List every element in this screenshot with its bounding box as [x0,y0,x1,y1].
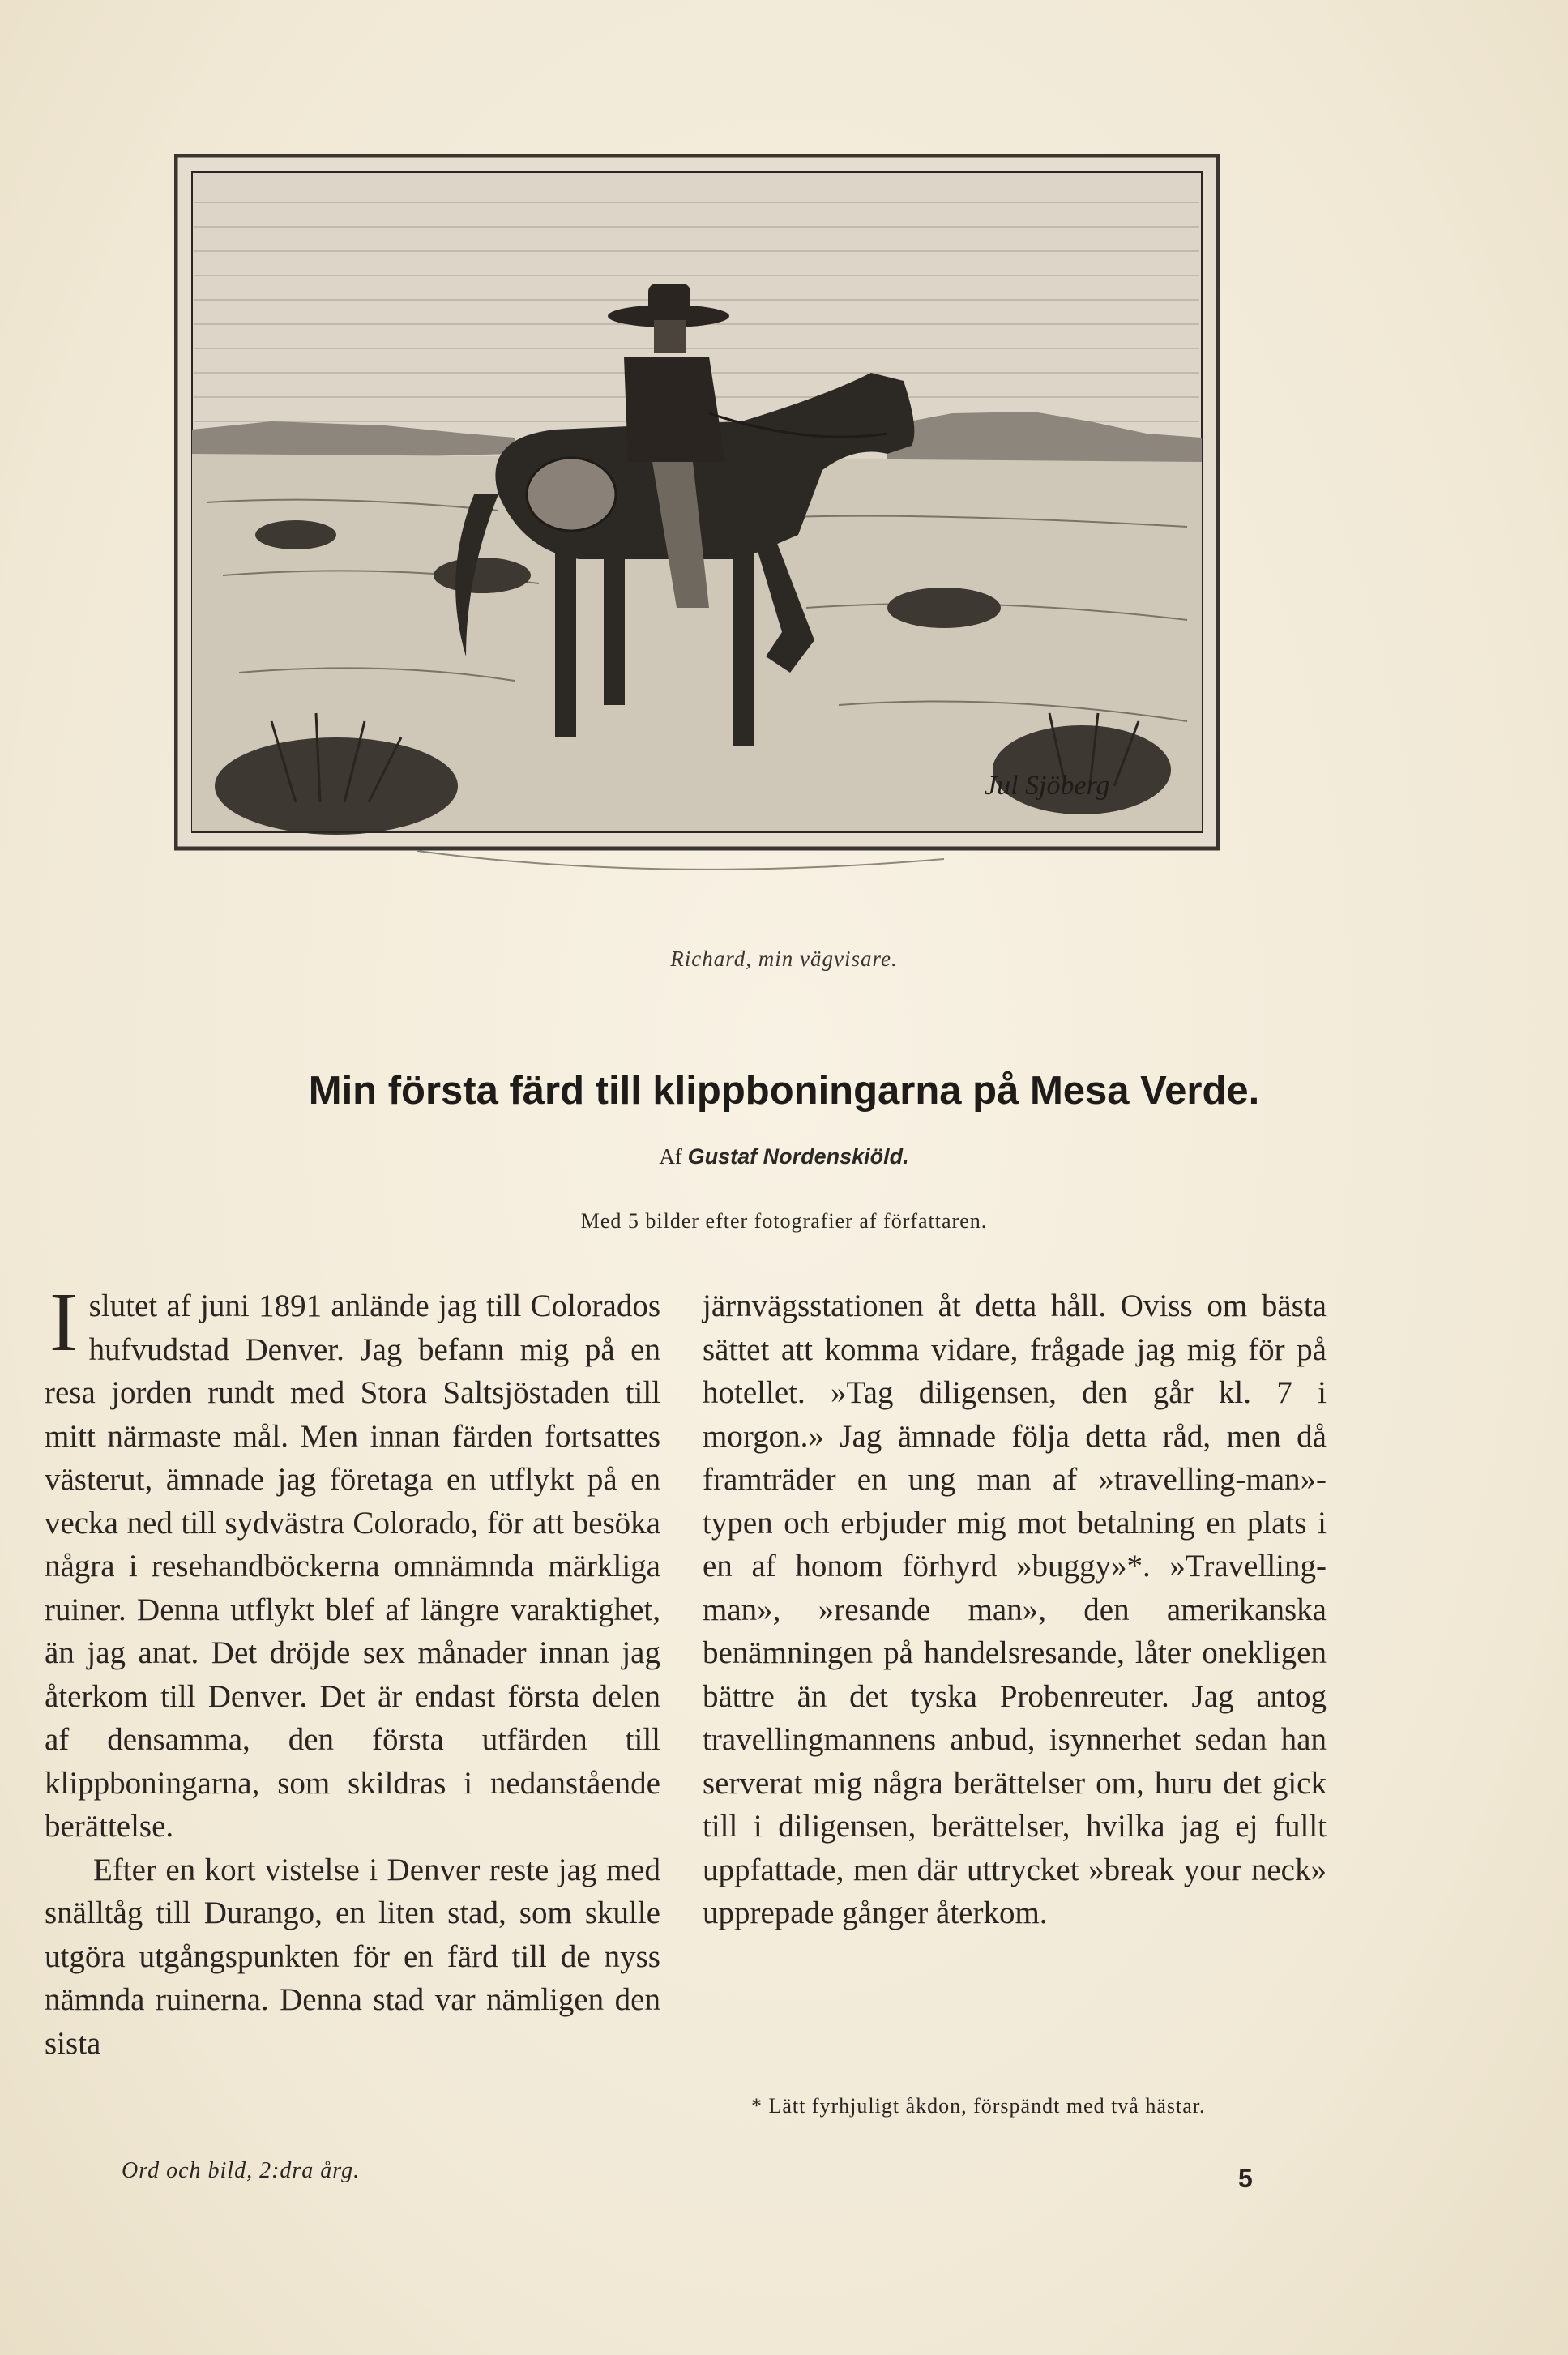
illustration-rider-on-horse [174,154,1220,912]
body-column-right [703,1284,1327,1935]
page-number: 5 [1238,2164,1253,2193]
article-subtitle: Med 5 bilder efter fotografier af författaren. [580,1209,988,1233]
paragraph-1-text: slutet af juni 1891 anlände jag till Colorados hufvudstad Denver. Jag befann mig på en resa jorden rundt med Stora Saltsjöstaden till mitt närmaste mål. Men innan färden fortsattes västerut, ämnade jag företaga en utflykt på en vecka ned till sydvästra Colorado, för att besöka några i resehandböckerna omnämnda märkliga ruiner. Denna utflykt blef af längre varaktighet, än jag anat. Det dröjde sex månader innan jag återkom till Denver. Det är endast första delen af densamma, den första utfärden till klippboningarna, som skildras i nedanstående berättelse. [45,1289,660,1844]
paragraph-1 [45,1276,660,1849]
publication-footer: Ord och bild, 2:dra årg. [122,2158,361,2183]
drop-cap: I [49,1276,78,1369]
illustration-signature: Jul Sjöberg [985,771,1110,801]
article-title: Min första färd till klippboningarna på Mesa Verde. [308,1069,1260,1113]
paragraph-3: järnvägsstationen åt detta håll. Oviss om bästa sättet att komma vidare, frågade jag mig för på hotellet. »Tag diligensen, den går kl. 7 i morgon.» Jag ämnade följa detta råd, men då framträder en ung man af »travelling-man»-typen och erbjuder mig mot betalning en plats i en af honom förhyrd »buggy»*. »Travelling-man», »resande man», den amerikanska benämningen på handelsresande, låter onekligen bättre än det tyska Probenreuter. Jag antog travellingmannens anbud, isynnerhet sedan han serverat mig några berättelser om, huru det gick till i diligensen, berättelser, hvilka jag ej fullt uppfattade, men där uttrycket »break your neck» upprepade gånger återkom. [703,1289,1327,1930]
illustration-caption: Richard, min vägvisare. [670,947,898,971]
byline-prefix: Af [659,1144,682,1169]
author-name: Gustaf Nordenskiöld. [687,1144,909,1169]
footnote-text: * Lätt fyrhjuligt åkdon, förspändt med två hästar. [751,2094,1206,2118]
article-byline [0,1144,1568,1169]
body-column-left [45,1276,660,2065]
footnote [703,2091,1327,2122]
paragraph-2: Efter en kort vistelse i Denver reste jag med snälltåg till Durango, en liten stad, som skulle utgöra utgångspunkten för en färd till de nyss nämnda ruinerna. Denna stad var nämligen den sista [45,1852,660,2061]
